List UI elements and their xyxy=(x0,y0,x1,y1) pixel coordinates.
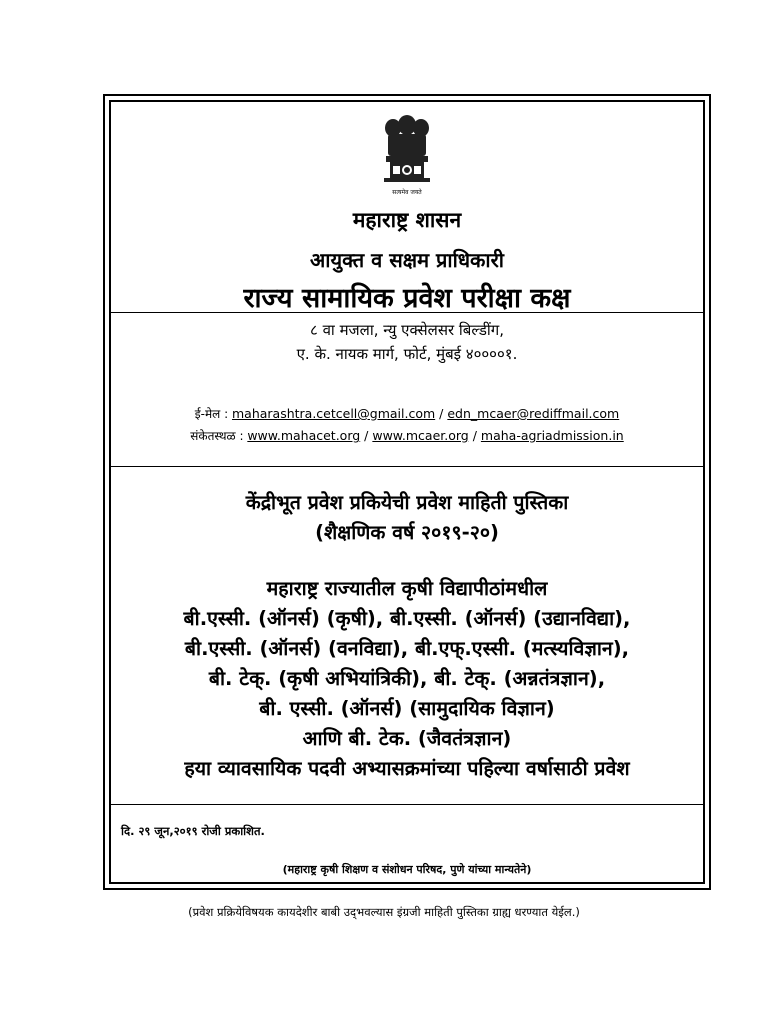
website-line xyxy=(111,427,703,444)
courses-line-1: महाराष्ट्र राज्यातील कृषी विद्यापीठांमधील xyxy=(266,577,548,600)
document-outer-border xyxy=(103,94,711,890)
document-inner-border xyxy=(109,100,705,884)
authority-title: आयुक्त व सक्षम प्राधिकारी xyxy=(310,248,504,272)
email-link-mcaer[interactable]: edn_mcaer@rediffmail.com xyxy=(447,406,620,421)
courses-line-7: हया व्यावसायिक पदवी अभ्यासक्रमांच्या पहिल्या वर्षासाठी प्रवेश xyxy=(184,757,630,780)
academic-year: (शैक्षणिक वर्ष २०१९-२०) xyxy=(315,521,499,544)
website-separator: / xyxy=(360,428,373,443)
courses-line-6: आणि बी. टेक. (जैवतंत्रज्ञान) xyxy=(302,727,512,750)
email-link-cetcell[interactable]: maharashtra.cetcell@gmail.com xyxy=(231,406,436,421)
website-link-mcaer[interactable]: www.mcaer.org xyxy=(372,428,469,443)
approval-note: (महाराष्ट्र कृषी शिक्षण व संशोधन परिषद, पुणे यांच्या मान्यतेने) xyxy=(282,863,532,876)
emblem-motto: सत्यमेव जयते xyxy=(392,189,422,196)
courses-line-4: बी. टेक्. (कृषी अभियांत्रिकी), बी. टेक्. (अन्नतंत्रज्ञान), xyxy=(208,667,606,690)
government-title: महाराष्ट्र शासन xyxy=(352,208,462,232)
section-divider xyxy=(111,466,703,467)
section-divider xyxy=(111,804,703,805)
courses-line-5: बी. एस्सी. (ऑनर्स) (सामुदायिक विज्ञान) xyxy=(259,697,555,720)
legal-note: (प्रवेश प्रक्रियेविषयक कायदेशीर बाबी उद्‌भवल्यास इंग्रजी माहिती पुस्तिका ग्राह्य धरण्यात येईल.) xyxy=(188,905,580,919)
email-line xyxy=(111,405,703,422)
address-line-1: ८ वा मजला, न्यु एक्सेलसर बिल्डींग, xyxy=(310,321,504,339)
website-link-agriadmission[interactable]: maha-agriadmission.in xyxy=(480,428,624,443)
courses-line-2: बी.एस्सी. (ऑनर्स) (कृषी), बी.एस्सी. (ऑनर्स) (उद्यानविद्या), xyxy=(183,607,631,630)
website-link-mahacet[interactable]: www.mahacet.org xyxy=(247,428,361,443)
website-separator: / xyxy=(468,428,481,443)
courses-line-3: बी.एस्सी. (ऑनर्स) (वनविद्या), बी.एफ्.एस्सी. (मत्स्यविज्ञान), xyxy=(184,637,630,660)
email-separator: / xyxy=(435,406,448,421)
cell-title: राज्य सामायिक प्रवेश परीक्षा कक्ष xyxy=(243,283,571,314)
address-line-2: ए. के. नायक मार्ग, फोर्ट, मुंबई ४००००१. xyxy=(296,345,518,363)
email-label: ई-मेल : xyxy=(194,407,232,421)
publication-date: दि. २९ जून,२०१९ रोजी प्रकाशित. xyxy=(121,824,265,838)
website-label: संकेतस्थळ : xyxy=(190,429,248,443)
national-emblem-icon xyxy=(380,114,434,200)
section-divider xyxy=(111,312,703,313)
booklet-title: केंद्रीभूत प्रवेश प्रकियेची प्रवेश माहिती पुस्तिका xyxy=(245,491,569,514)
